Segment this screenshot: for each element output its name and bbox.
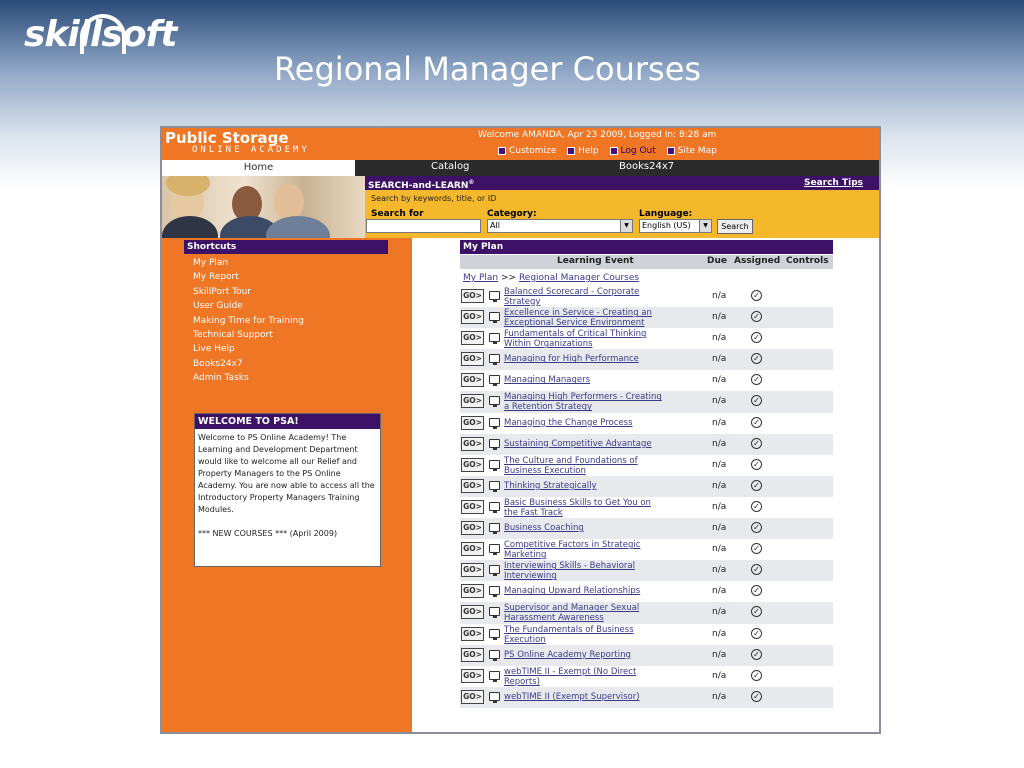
course-monitor-icon[interactable] <box>489 312 500 321</box>
logo-text: skillsoft <box>24 14 177 55</box>
assigned-check-icon: ✓ <box>751 438 762 449</box>
go-button[interactable]: GO> <box>461 289 484 303</box>
course-monitor-icon[interactable] <box>489 650 500 659</box>
due-value: n/a <box>712 544 727 555</box>
language-value: English (US) <box>642 221 691 230</box>
search-panel-title: SEARCH-and-LEARN <box>368 181 469 191</box>
app-header <box>162 128 879 160</box>
search-button[interactable]: Search <box>717 219 753 234</box>
table-row <box>460 666 833 687</box>
nav-dark-bar <box>355 160 879 176</box>
assigned-check-icon: ✓ <box>751 332 762 343</box>
welcome-box <box>194 413 381 567</box>
category-label: Category: <box>487 209 537 219</box>
assigned-check-icon: ✓ <box>751 374 762 385</box>
banner-photo <box>162 176 365 238</box>
shortcut-my-plan[interactable]: My Plan <box>193 258 229 268</box>
brand-subtitle: ONLINE ACADEMY <box>192 145 310 155</box>
chevron-down-icon[interactable]: ▼ <box>699 220 711 232</box>
brand-name: Public Storage <box>165 129 289 147</box>
search-row <box>162 176 879 238</box>
course-title-link[interactable]: Competitive Factors in Strategic Marketing <box>504 540 641 561</box>
go-button[interactable]: GO> <box>461 669 484 683</box>
go-button[interactable]: GO> <box>461 690 484 704</box>
due-value: n/a <box>712 417 727 428</box>
new-courses-note: *** NEW COURSES *** (April 2009) <box>198 529 338 538</box>
due-value: n/a <box>712 501 727 512</box>
due-value: n/a <box>712 396 727 407</box>
assigned-check-icon: ✓ <box>751 501 762 512</box>
skillsoft-logo <box>24 14 176 55</box>
table-row <box>460 497 833 518</box>
assigned-check-icon: ✓ <box>751 649 762 660</box>
due-value: n/a <box>712 586 727 597</box>
course-title-link[interactable]: Sustaining Competitive Advantage <box>504 438 652 449</box>
course-title-link[interactable]: The Culture and Foundations of Business Execution <box>504 455 638 476</box>
welcome-box-heading: WELCOME TO PSA! <box>195 414 380 429</box>
go-button[interactable]: GO> <box>461 605 484 619</box>
go-button[interactable]: GO> <box>461 500 484 514</box>
course-monitor-icon[interactable] <box>489 586 500 595</box>
due-value: n/a <box>712 649 727 660</box>
header-links <box>498 146 725 156</box>
assigned-check-icon: ✓ <box>751 290 762 301</box>
go-button[interactable]: GO> <box>461 416 484 430</box>
table-row <box>460 476 833 497</box>
course-monitor-icon[interactable] <box>489 333 500 342</box>
due-value: n/a <box>712 354 727 365</box>
assigned-check-icon: ✓ <box>751 585 762 596</box>
tab-home[interactable]: Home <box>162 160 355 176</box>
course-title-link[interactable]: The Fundamentals of Business Execution <box>504 624 634 645</box>
table-row <box>460 687 833 708</box>
assigned-check-icon: ✓ <box>751 564 762 575</box>
go-button[interactable]: GO> <box>461 521 484 535</box>
col-controls: Controls <box>786 256 829 266</box>
go-button[interactable]: GO> <box>461 648 484 662</box>
search-for-label: Search for <box>371 209 424 219</box>
go-button[interactable]: GO> <box>461 563 484 577</box>
course-title-link[interactable]: Managing Upward Relationships <box>504 586 641 597</box>
search-subtitle: Search by keywords, title, or ID <box>371 194 497 203</box>
course-monitor-icon[interactable] <box>489 439 500 448</box>
go-button[interactable]: GO> <box>461 331 484 345</box>
table-row <box>460 455 833 476</box>
plan-table-header <box>460 255 833 269</box>
assigned-check-icon: ✓ <box>751 691 762 702</box>
breadcrumb-current[interactable]: Regional Manager Courses <box>518 273 640 283</box>
search-and-learn-panel <box>365 176 879 238</box>
course-title-link[interactable]: Interviewing Skills - Behavioral Interviewing <box>504 561 635 582</box>
col-due: Due <box>707 256 727 266</box>
assigned-check-icon: ✓ <box>751 395 762 406</box>
breadcrumb-separator: >> <box>500 273 517 283</box>
course-title-link[interactable]: Thinking Strategically <box>504 480 597 491</box>
left-sidebar <box>162 238 412 734</box>
go-button[interactable]: GO> <box>461 310 484 324</box>
shortcut-my-report[interactable]: My Report <box>193 272 239 283</box>
search-input[interactable] <box>366 219 481 233</box>
course-title-link[interactable]: Supervisor and Manager Sexual Harassment Awareness <box>504 603 640 624</box>
go-button[interactable]: GO> <box>461 584 484 598</box>
shortcut-live-help[interactable]: Live Help <box>193 344 235 355</box>
breadcrumb-my-plan[interactable]: My Plan <box>463 273 499 283</box>
table-row <box>460 349 833 370</box>
logout-icon <box>610 147 618 155</box>
table-row <box>460 560 833 581</box>
course-title-link[interactable]: Managing High Performers - Creating a Retention Strategy <box>504 392 662 413</box>
due-value: n/a <box>712 375 727 386</box>
col-assigned: Assigned <box>734 256 781 266</box>
due-value: n/a <box>712 333 727 344</box>
assigned-check-icon: ✓ <box>751 459 762 470</box>
table-row <box>460 602 833 623</box>
shortcut-admin-tasks[interactable]: Admin Tasks <box>193 373 249 384</box>
customize-icon <box>498 147 506 155</box>
course-title-link[interactable]: PS Online Academy Reporting <box>504 649 631 660</box>
sitemap-icon <box>667 147 675 155</box>
app-window <box>160 126 881 734</box>
shortcut-technical-support[interactable]: Technical Support <box>193 329 273 340</box>
assigned-check-icon: ✓ <box>751 522 762 533</box>
language-label: Language: <box>639 209 693 219</box>
table-row <box>460 645 833 666</box>
course-title-link[interactable]: webTIME II (Exempt Supervisor) <box>504 691 640 702</box>
due-value: n/a <box>712 291 727 301</box>
due-value: n/a <box>712 670 727 681</box>
category-select[interactable] <box>487 219 633 233</box>
my-plan-heading: My Plan <box>460 240 833 254</box>
due-value: n/a <box>712 459 727 470</box>
course-monitor-icon[interactable] <box>489 692 500 701</box>
breadcrumb <box>463 273 639 283</box>
assigned-check-icon: ✓ <box>751 543 762 554</box>
course-title-link[interactable]: Balanced Scorecard - Corporate Strategy <box>504 287 640 307</box>
col-learning-event: Learning Event <box>557 256 634 266</box>
customize-link[interactable]: Customize <box>498 146 556 156</box>
course-title-link[interactable]: webTIME II - Exempt (No Direct Reports) <box>504 666 637 687</box>
course-monitor-icon[interactable] <box>489 607 500 616</box>
plan-rows <box>460 286 833 708</box>
table-row <box>460 413 833 434</box>
shortcuts-list <box>193 258 304 388</box>
due-value: n/a <box>712 438 727 449</box>
shortcut-user-guide[interactable]: User Guide <box>193 301 243 312</box>
course-monitor-icon[interactable] <box>489 375 500 384</box>
search-tips-link[interactable]: Search Tips <box>804 178 863 188</box>
course-monitor-icon[interactable] <box>489 544 500 553</box>
due-value: n/a <box>712 523 727 534</box>
due-value: n/a <box>712 565 727 576</box>
due-value: n/a <box>712 607 727 618</box>
registered-mark: ® <box>468 179 475 186</box>
course-title-link[interactable]: Business Coaching <box>504 523 584 534</box>
due-value: n/a <box>712 312 727 323</box>
table-row <box>460 539 833 560</box>
language-select[interactable] <box>639 219 712 233</box>
course-monitor-icon[interactable] <box>489 565 500 574</box>
table-row <box>460 370 833 391</box>
shortcuts-heading: Shortcuts <box>184 240 388 254</box>
table-row <box>460 286 833 307</box>
course-title-link[interactable]: Excellence in Service - Creating an Exceptional Service Environment <box>504 308 652 329</box>
table-row <box>460 328 833 349</box>
shortcut-skillport-tour[interactable]: SkillPort Tour <box>193 286 252 297</box>
go-button[interactable]: GO> <box>461 394 484 408</box>
tab-books24x7[interactable]: Books24x7 <box>619 161 675 172</box>
help-icon <box>567 147 575 155</box>
search-panel-header <box>365 176 879 190</box>
course-title-link[interactable]: Managing Managers <box>504 375 591 386</box>
course-monitor-icon[interactable] <box>489 629 500 638</box>
table-row <box>460 518 833 539</box>
assigned-check-icon: ✓ <box>751 628 762 639</box>
due-value: n/a <box>712 691 727 702</box>
chevron-down-icon[interactable]: ▼ <box>620 220 632 232</box>
table-row <box>460 391 833 412</box>
course-monitor-icon[interactable] <box>489 354 500 363</box>
go-button[interactable]: GO> <box>461 542 484 556</box>
course-monitor-icon[interactable] <box>489 523 500 532</box>
assigned-check-icon: ✓ <box>751 417 762 428</box>
table-row <box>460 624 833 645</box>
welcome-message: Welcome AMANDA, Apr 23 2009, Logged In: 8:28 am <box>478 130 717 140</box>
go-button[interactable]: GO> <box>461 352 484 366</box>
logout-link[interactable]: Log Out <box>610 146 656 156</box>
welcome-box-body <box>195 429 380 543</box>
table-row <box>460 434 833 455</box>
assigned-check-icon: ✓ <box>751 353 762 364</box>
content-area <box>162 238 879 734</box>
course-title-link[interactable]: Managing for High Performance <box>504 354 639 365</box>
go-button[interactable]: GO> <box>461 458 484 472</box>
course-monitor-icon[interactable] <box>489 396 500 405</box>
slide-title: Regional Manager Courses <box>274 50 702 88</box>
logo-arc <box>80 14 126 54</box>
tab-catalog[interactable]: Catalog <box>431 161 470 172</box>
course-monitor-icon[interactable] <box>489 671 500 680</box>
shortcut-making-time[interactable]: Making Time for Training <box>193 315 304 326</box>
go-button[interactable]: GO> <box>461 479 484 493</box>
go-button[interactable]: GO> <box>461 627 484 641</box>
course-title-link[interactable]: Fundamentals of Critical Thinking Within Organizations <box>504 329 647 350</box>
shortcut-books24x7[interactable]: Books24x7 <box>193 358 243 369</box>
course-monitor-icon[interactable] <box>489 291 500 300</box>
go-button[interactable]: GO> <box>461 373 484 387</box>
sitemap-link[interactable]: Site Map <box>667 146 717 156</box>
assigned-check-icon: ✓ <box>751 670 762 681</box>
main-nav <box>162 160 879 176</box>
course-title-link[interactable]: Basic Business Skills to Get You on the Fast Track <box>504 497 651 518</box>
course-monitor-icon[interactable] <box>489 460 500 469</box>
category-value: All <box>490 221 500 230</box>
go-button[interactable]: GO> <box>461 437 484 451</box>
welcome-box-text: Welcome to PS Online Academy! The Learning and Development Department would like to welcome all our Relief and Property Managers to the PS Online Academy. You are now able to access all the Introductory Property Managers Training Modules. <box>198 433 375 514</box>
table-row <box>460 581 833 602</box>
course-monitor-icon[interactable] <box>489 418 500 427</box>
course-title-link[interactable]: Managing the Change Process <box>504 417 633 428</box>
course-monitor-icon[interactable] <box>489 481 500 490</box>
assigned-check-icon: ✓ <box>751 480 762 491</box>
my-plan-panel <box>412 238 879 734</box>
assigned-check-icon: ✓ <box>751 311 762 322</box>
assigned-check-icon: ✓ <box>751 606 762 617</box>
course-monitor-icon[interactable] <box>489 502 500 511</box>
help-link[interactable]: Help <box>567 146 599 156</box>
due-value: n/a <box>712 480 727 491</box>
due-value: n/a <box>712 628 727 639</box>
table-row <box>460 307 833 328</box>
